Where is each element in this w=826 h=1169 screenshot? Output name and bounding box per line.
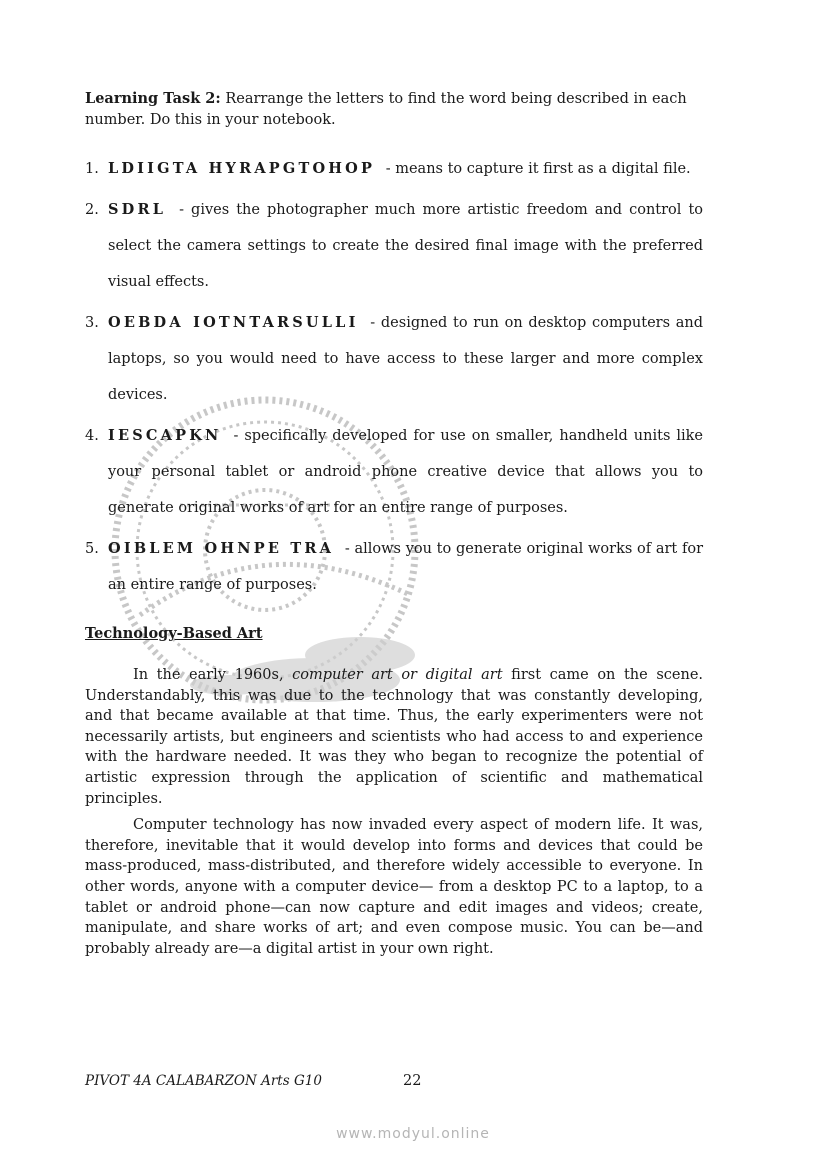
site-watermark: www.modyul.online (336, 1126, 490, 1142)
task-instructions-text: Rearrange the letters to find the word being described in each number. Do this in your notebook. (85, 91, 687, 128)
section-heading: Technology-Based Art (85, 625, 263, 642)
list-item (85, 418, 703, 526)
main-content (85, 88, 703, 959)
list-item (85, 531, 703, 603)
task-list (85, 151, 703, 603)
item-number: 5. (85, 541, 99, 557)
scrambled-word: IESCAPKN (108, 427, 222, 444)
list-item (85, 192, 703, 300)
item-description: - gives the photographer much more artistic freedom and control to select the camera settings to create the desired final image with the preferred visual effects. (108, 202, 704, 290)
item-description: - designed to run on desktop computers and laptops, so you would need to have access to these larger and more complex devices. (108, 315, 703, 403)
p1-lead: In the early 1960s, (133, 667, 293, 683)
item-description: - allows you to generate original works of art for an entire range of purposes. (108, 541, 704, 593)
footer-title: PIVOT 4A CALABARZON Arts G10 (85, 1073, 322, 1089)
item-number: 3. (85, 315, 99, 331)
scrambled-word: OEBDA IOTNTARSULLI (108, 314, 359, 331)
section-paragraph-2: Computer technology has now invaded every aspect of modern life. It was, therefore, inevitable that it would develop into forms and devices that could be mass-produced, mass-distributed, and therefore widely accessible to everyone. In other words, anyone with a computer device— from a desktop PC to a laptop, to a tablet or android phone—can now capture and edit images and videos; create, manipulate, and share works of art; and even compose music. You can be—and probably already are—a digital artist in your own right. (85, 817, 703, 957)
task-instructions (85, 88, 703, 131)
item-description: - means to capture it first as a digital file. (385, 161, 691, 177)
item-description: - specifically developed for use on smaller, handheld units like your personal tablet or android phone creative device that allows you to generate original works of art for an entire range of purposes. (108, 428, 704, 516)
scrambled-word: SDRL (108, 201, 167, 218)
list-item (85, 151, 703, 187)
p1-rest: first came on the scene. Understandably, this was due to the technology that was constantly developing, and that became available at that time. Thus, the early experimenters were not necessarily artists, but engineers and scientists who had access to and experience with the hardware needed. It was they who began to recognize the potential of artistic expression through the application of scientific and mathematical principles. (85, 667, 704, 807)
section-paragraph-1 (85, 665, 703, 809)
list-item (85, 305, 703, 413)
item-number: 4. (85, 428, 99, 444)
item-number: 2. (85, 202, 99, 218)
item-number: 1. (85, 161, 99, 177)
scrambled-word: OIBLEM OHNPE TRA (108, 540, 335, 557)
page-number: 22 (403, 1073, 422, 1089)
task-label: Learning Task 2: (85, 90, 221, 107)
scrambled-word: LDIIGTA HYRAPGTOHOP (108, 160, 376, 177)
p1-emphasis: computer art or digital art (292, 667, 503, 683)
